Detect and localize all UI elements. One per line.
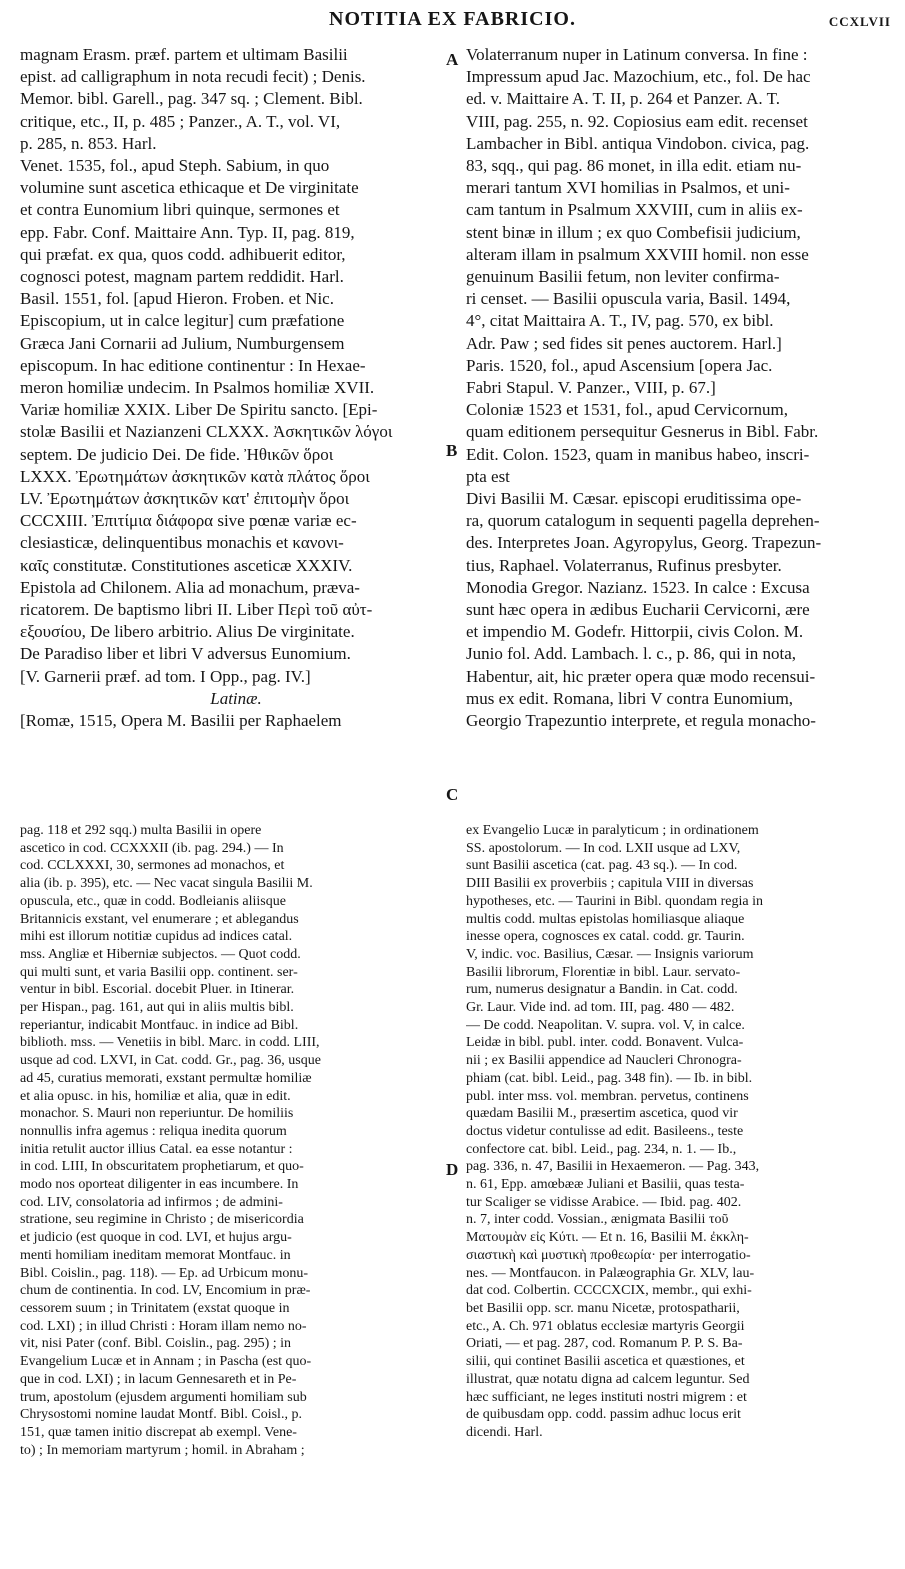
paragraph-cologne-1523: Coloniæ 1523 et 1531, fol., apud Cervicornum, quam editionem persequitur Gesnerus in Bibl. Fabr. Edit. Colon. 1523, quam in manibus habeo, inscri- pta est [466,400,819,486]
bottom-right-column [466,822,896,1562]
top-left-column [20,44,452,809]
notes-left-text: pag. 118 et 292 sqq.) multa Basilii in opere ascetico in cod. CCXXXII (ib. pag. 294.) — In cod. CCLXXXI, 30, sermones ad monachos, et alia (ib. p. 395), etc. — Nec vacat singula Basilii M. opuscula, etc., quæ in codd. Bodleianis aliisque Britannicis exstant, vel enumerare ; et ablegandus mihi est illorum notitiæ cupidus ad indices catal. mss. Angliæ et Hiberniæ subjectos. — Quot codd. qui multi sunt, et varia Basilii opp. continent. ser- ventur in bibl. Escorial. docebit Pluer. in Itinerar. per Hispan., pag. 161, aut qui in aliis multis bibl. reperiantur, indicabit Montfauc. in indice ad Bibl. biblioth. mss. — Venetiis in bibl. Marc. in codd. LIII, usque ad cod. LXVI, in Cat. codd. Gr., pag. 36, usque ad 45, curatius memorati, exstant permultæ homiliæ et alia opusc. in his, homiliæ et alia, quæ in edit. monachor. S. Mauri non reperiuntur. De homiliis nonnullis infra agemus : reliqua inedita quorum initia retulit auctor illius Catal. ea esse notantur : in cod. LIII, In obscuritatem prophetiarum, et quo- modo nos oporteat diligenter in eas incumbere. In cod. LIV, consolatoria ad infirmos ; de admini- stratione, seu regimine in Christo ; de misericordia et judicio (est quoque in cod. LVI, et hujus argu- menti homiliam ineditam memorat Montfauc. in Bibl. Coislin., pag. 118). — Ep. ad Urbicum monu- chum de continentia. In cod. LV, Encomium in præ- cessorem suum ; in Trinitatem (exstat quoque in cod. LXI) ; in illud Christi : Horam illam nemo no- vit, nisi Pater (conf. Bibl. Coislin., pag. 295) ; in Evangelium Lucæ et in Annam ; in Pascha (est quo- que in cod. LXI) ; in lacum Gennesareth et in Pe- trum, apostolum (ejusdem argumenti homiliam sub Chrysostomi nomine laudat Montf. Bibl. Coisl., p. 151, quæ tamen initio discrepat ab exempl. Vene- to) ; In memoriam martyrum ; homil. in Abraham ; [20,823,321,1458]
paragraph-basel-1551: Basil. 1551, fol. [apud Hieron. Froben. et Nic. Episcopium, ut in calce legitur] cum præfatione Græca Jani Cornarii ad Julium, Numburgensem episcopum. In hac editione continentur : In Hexae- meron homiliæ undecim. In Psalmos homiliæ XVII. Variæ homiliæ XXIX. Liber De Spiritu sancto. [Epi- stolæ Basilii et Nazianzeni CLXXX. Ἀσκητικῶν λόγοι septem. De judicio Dei. De fide. Ἠθικῶν ὅροι LXXX. Ἐρωτημάτων ἀσκητικῶν κατὰ πλάτος ὅροι LV. Ἐρωτημάτων ἀσκητικῶν κατ' ἐπιτομὴν ὅροι CCCXIII. Ἐπιτίμια διάφορα sive pœnæ variæ ec- clesiasticæ, delinquentibus monachis et κανονι- καῖς constitutæ. Constitutiones asceticæ XXXIV. Epistola ad Chilonem. Alia ad monachum, præva- ricatorem. De baptismo libri II. Liber Περὶ τοῦ αὐτ- εξουσίου, De libero arbitrio. Alius De virginitate. De Paradiso liber et libri V adversus Eunomium. [V. Garnerii præf. ad tom. I Opp., pag. IV.] [20,289,393,686]
paragraph-volaterranus: Volaterranum nuper in Latinum conversa. In fine : Impressum apud Jac. Mazochium, etc., fol. De hac ed. v. Maittaire A. T. II, p. 264 et Panzer. A. T. VIII, pag. 255, n. 92. Copiosius eam edit. recenset Lambacher in Bibl. antiqua Vindobon. civica, pag. 83, sqq., qui pag. 86 monet, in illa edit. etiam nu- merari tantum XVI homilias in Psalmos, et uni- cam tantum in Psalmum XXVIII, cum in aliis ex- stent binæ in illum ; ex quo Combefisii judicium, alteram illam in psalmum XXVIII homil. non esse genuinum Basilii fetum, non leviter confirma- ri censet. — Basilii opuscula varia, Basil. 1494, 4°, citat Maittaira A. T., IV, pag. 570, ex bibl. Adr. Paw ; sed fides sit penes auctorem. Harl.] [466,45,811,353]
paragraph-rome-1515: [Romæ, 1515, Opera M. Basilii per Raphaelem [20,711,342,731]
margin-marker-b: B [446,441,458,460]
paragraph-divi-basilii-title: Divi Basilii M. Cæsar. episcopi eruditissima ope- ra, quorum catalogum in sequenti pagella deprehen- des. Interpretes Joan. Agyropylus, Georg. Trapezun- tius, Raphael. Volaterranus, Rufinus presbyter. Monodia Gregor. Nazianz. 1523. In calce : Excusa sunt hæc opera in ædibus Eucharii Cervicorni, ære et impendio M. Godefr. Hittorpii, civis Colon. M. Junio fol. Add. Lambach. l. c., p. 86, qui in nota, Habentur, ait, hic præter opera quæ modo recensui- mus ex edit. Romana, libri V contra Eunomium, Georgio Trapezuntio interprete, et regula monacho- [466,489,822,731]
paragraph-venice-1535: Venet. 1535, fol., apud Steph. Sabium, in quo volumine sunt ascetica ethicaque et De virginitate et contra Eunomium libri quinque, sermones et epp. Fabr. Conf. Maittaire Ann. Typ. II, pag. 819, qui præfat. ex qua, quos codd. adhibuerit editor, cognosci potest, magnam partem reddidit. Harl. [20,156,359,287]
paragraph-paris-1520: Paris. 1520, fol., apud Ascensium [opera Jac. Fabri Stapul. V. Panzer., VIII, p. 67.] [466,355,773,398]
running-title: NOTITIA EX FABRICIO. [329,8,576,30]
margin-marker-a: A [446,50,459,69]
page-header [0,8,905,38]
page-number: CCXLVII [828,14,891,29]
margin-marker-c: C [446,785,459,804]
margin-marker-d: D [446,1160,459,1179]
notes-right-text: ex Evangelio Lucæ in paralyticum ; in ordinationem SS. apostolorum. — In cod. LXII usque ad LXV, sunt Basilii ascetica (cat. pag. 43 sq.). — In cod. DIII Basilii ex proverbiis ; capitula VIII in diversas hypotheses, etc. — Taurini in Bibl. quondam regia in multis codd. multas epistolas homiliasque aliaque inesse opera, cognosces ex catal. codd. gr. Taurin. V, indic. voc. Basilius, Cæsar. — Insignis variorum Basilii librorum, Florentiæ in bibl. Laur. servato- rum, numerus designatur a Bandin. in Cat. codd. Gr. Laur. Vide ind. ad tom. III, pag. 480 — 482. — De codd. Neapolitan. V. supra. vol. V, in calce. Leidæ in bibl. publ. inter. codd. Bonavent. Vulca- nii ; ex Basilii appendice ad Naucleri Chronogra- phiam (cat. bibl. Leid., pag. 348 fin). — Ib. in bibl. publ. inter mss. vol. membran. pervetus, continens quædam Basilii M., præsertim ascetica, quod vir doctus videtur contulisse ad edit. Basileens., teste confectore cat. bibl. Leid., pag. 234, n. 1. — Ib., pag. 336, n. 47, Basilii in Hexaemeron. — Pag. 343, n. 61, Epp. amœbææ Juliani et Basilii, quas testa- tur Scaliger se vidisse Arabice. — Ibid. pag. 402. n. 7, inter codd. Vossian., ænigmata Basilii τοῦ Ματουμὰν εἰς Κύτι. — Et n. 16, Basilii M. ἐκκλη- σιαστικὴ καὶ μυστικὴ προθεωρία· per interrogatio- nes. — Montfaucon. in Palæographia Gr. XLV, lau- dat cod. Colbertin. CCCCXCIX, membr., qui exhi- bet Basilii opp. scr. manu Nicetæ, protospatharii, etc., A. Ch. 971 oblatus ecclesiæ martyris Georgii Oriati, — et pag. 287, cod. Romanum P. P. S. Ba- silii, qui continet Basilii ascetica et quæstiones, et illustrat, quæ notatu digna ad calcem leguntur. Sed hæc sufficiant, ne leges instituti nostri migrem : et de quibusdam opp. codd. passim adhuc locus erit dicendi. Harl. [466,823,763,1440]
bottom-left-column [20,822,452,1562]
section-heading-latinae: Latinæ. [210,688,262,708]
top-right-column [466,44,896,809]
paragraph-erasmus-edition: magnam Erasm. præf. partem et ultimam Basilii epist. ad calligraphum in nota recudi fecit) ; Denis. Memor. bibl. Garell., pag. 347 sq. ; Clement. Bibl. critique, etc., II, p. 485 ; Panzer., A. T., vol. VI, p. 285, n. 853. Harl. [20,45,366,153]
